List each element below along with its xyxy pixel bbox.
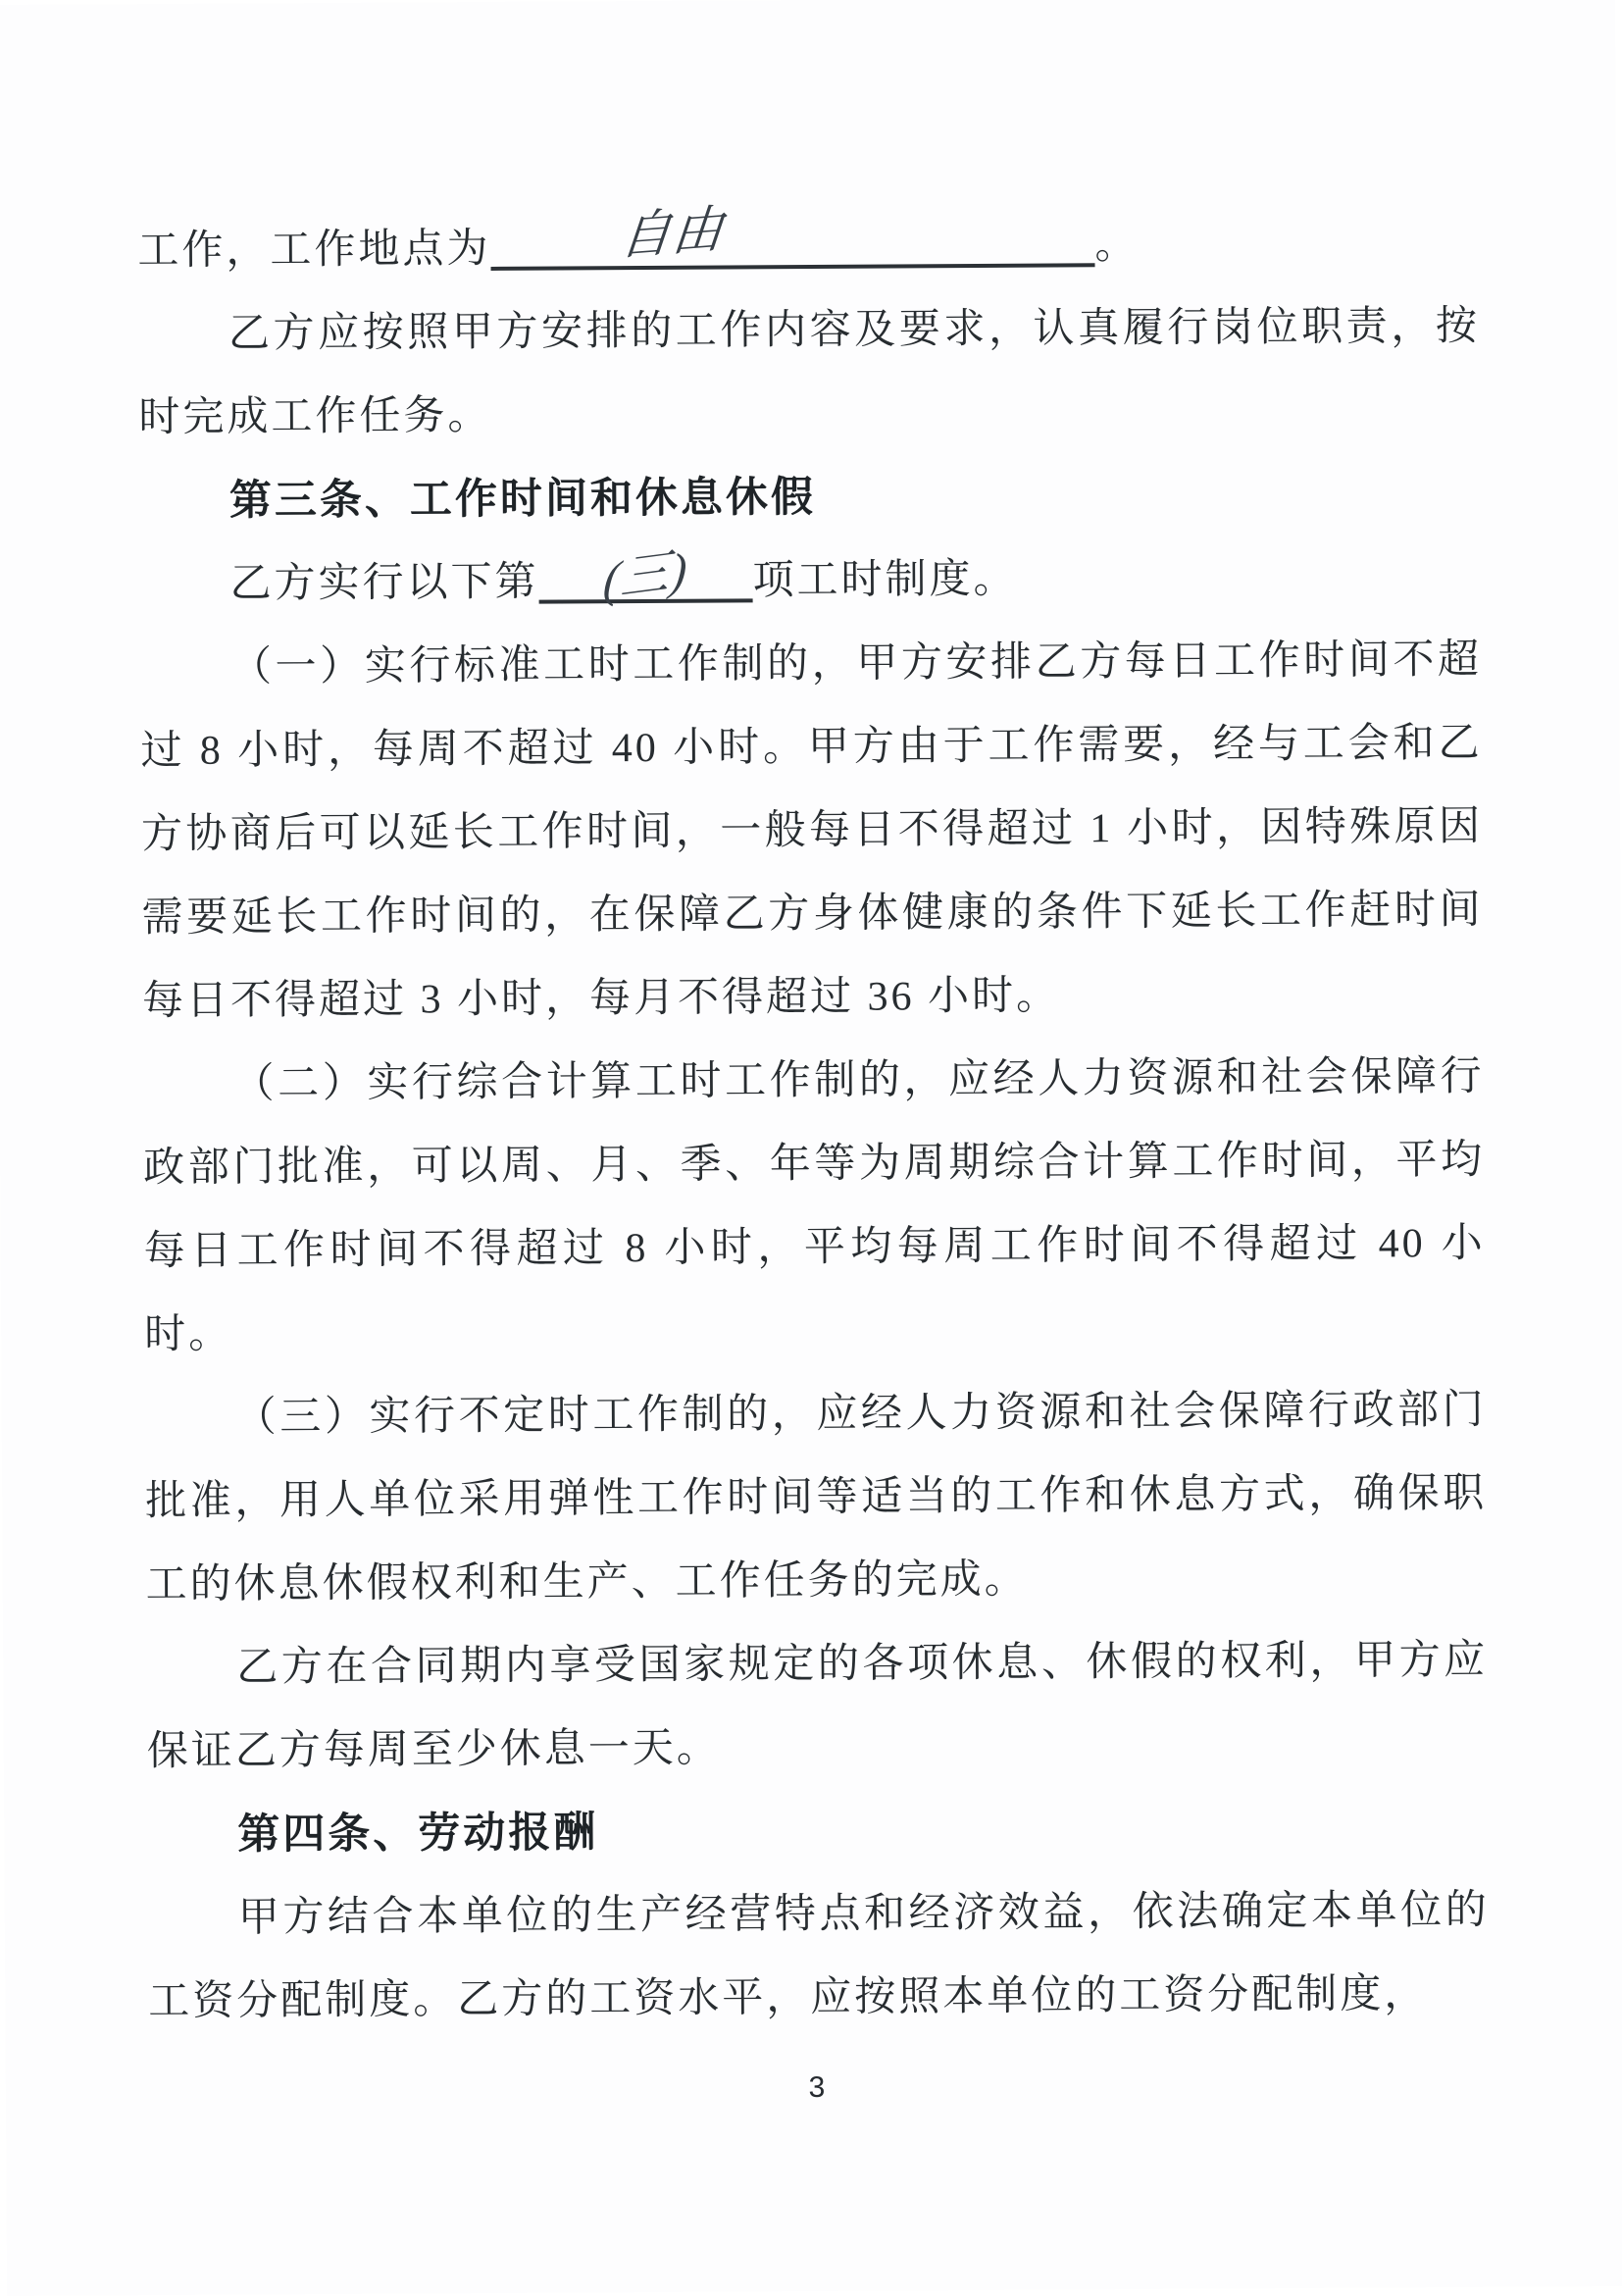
- work-location-handwritten-value: 自由: [617, 201, 728, 267]
- paragraph-standard-hours: （一）实行标准工时工作制的，甲方安排乙方每日工作时间不超过 8 小时，每周不超过 40 小时。甲方由于工作需要，经与工会和乙方协商后可以延长工作时间，一般每日不得超过 1 小时，因特殊原因需要延长工作时间的，在保障乙方身体健康的条件下延长工作赶时间每日不得超过 3 小时，每月不得超过 36 小时。: [140, 637, 1484, 1025]
- contract-body: [137, 202, 1490, 2044]
- work-location-blank-underline: [490, 201, 1094, 271]
- paragraph-rest-rights: 乙方在合同期内享受国家规定的各项休息、休假的权利，甲方应保证乙方每周至少休息一天。: [146, 1637, 1489, 1775]
- paragraph-work-location: [137, 202, 1479, 293]
- paragraph-work-hour-system: [139, 536, 1481, 627]
- paragraph-comprehensive-hours: （二）实行综合计算工时工作制的，应经人力资源和社会保障行政部门批准，可以周、月、季、年等为周期综合计算工作时间，平均每日工作时间不得超过 8 小时，平均每周工作时间不得超过 40 小时。: [142, 1053, 1486, 1358]
- page-number: 3: [808, 2070, 826, 2105]
- work-location-text-after: 。: [1094, 222, 1140, 269]
- work-hour-system-blank-underline: [538, 540, 752, 609]
- work-hour-system-text-after: 项工时制度。: [752, 556, 1018, 604]
- work-location-text-before: 工作，工作地点为: [137, 226, 491, 275]
- heading-article-4: 第四条、劳动报酬: [237, 1810, 599, 1859]
- heading-article-3: 第三条、工作时间和休息休假: [228, 474, 817, 525]
- work-hour-system-text-before: 乙方实行以下第: [229, 559, 539, 607]
- paragraph-job-duty: 乙方应按照甲方安排的工作内容及要求，认真履行岗位职责，按时完成工作任务。: [138, 303, 1481, 441]
- paragraph-salary-system: 甲方结合本单位的生产经营特点和经济效益，依法确定本单位的工资分配制度。乙方的工资水平，应按照本单位的工资分配制度，: [148, 1887, 1490, 2025]
- paragraph-flexible-hours: （三）实行不定时工作制的，应经人力资源和社会保障行政部门批准，用人单位采用弹性工作时间等适当的工作和休息方式，确保职工的休息休假权利和生产、工作任务的完成。: [145, 1387, 1488, 1608]
- work-hour-system-handwritten-value: (三): [601, 540, 690, 609]
